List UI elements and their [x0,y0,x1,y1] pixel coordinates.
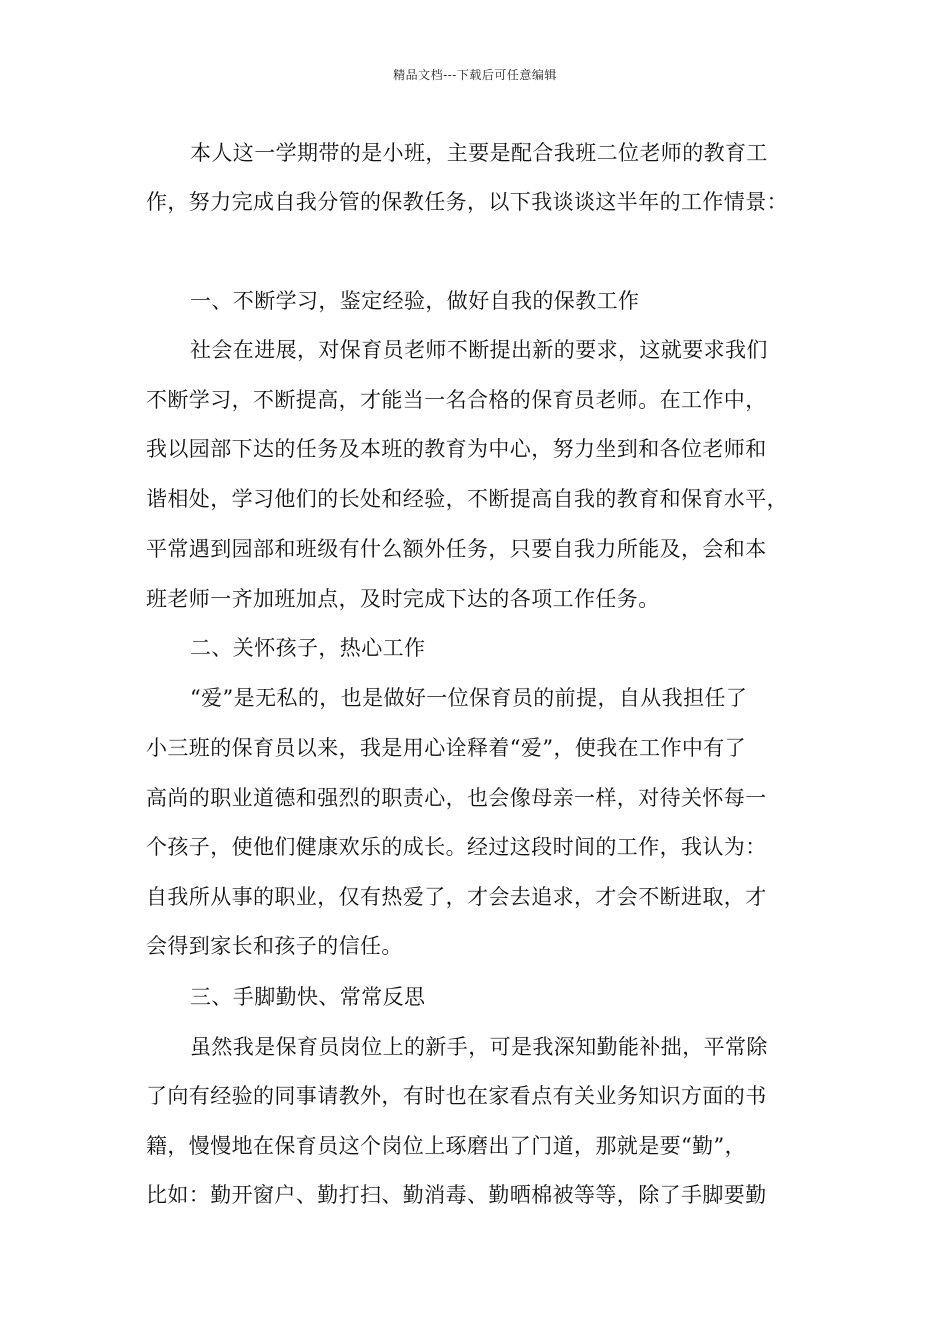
paragraph-line: 会得到家长和孩子的信任。 [146,934,403,958]
paragraph-line: “爱”是无私的，也是做好一位保育员的前提，自从我担任了 [190,686,748,710]
paragraph-line: 平常遇到园部和班级有什么额外任务，只要自我力所能及，会和本 [146,537,767,561]
paragraph-line: 比如：勤开窗户、勤打扫、勤消毒、勤晒棉被等等，除了手脚要勤 [146,1183,767,1207]
paragraph-line: 高尚的职业道德和强烈的职责心，也会像母亲一样，对待关怀每一 [146,786,767,810]
section-heading: 二、关怀孩子，热心工作 [190,636,426,660]
paragraph-line: 不断学习，不断提高，才能当一名合格的保育员老师。在工作中， [146,388,767,412]
paragraph-line: 个孩子，使他们健康欢乐的成长。经过这段时间的工作，我认为： [146,835,767,859]
paragraph-line: 我以园部下达的任务及本班的教育为中心，努力坐到和各位老师和 [146,437,767,461]
paragraph-line: 自我所从事的职业，仅有热爱了，才会去追求，才会不断进取，才 [146,885,767,909]
paragraph-line: 了向有经验的同事请教外，有时也在家看点有关业务知识方面的书 [146,1084,767,1108]
paragraph-line: 社会在进展，对保育员老师不断提出新的要求，这就要求我们 [190,338,768,362]
section-heading: 三、手脚勤快、常常反思 [190,985,426,1009]
paragraph-line: 籍，慢慢地在保育员这个岗位上琢磨出了门道，那就是要“勤”， [146,1134,747,1158]
paragraph-line: 小三班的保育员以来，我是用心诠释着“爱”，使我在工作中有了 [146,736,747,760]
paragraph-line: 班老师一齐加班加点，及时完成下达的各项工作任务。 [146,587,660,611]
paragraph-line: 谐相处，学习他们的长处和经验，不断提高自我的教育和保育水平， [146,487,788,511]
paragraph-line: 虽然我是保育员岗位上的新手，可是我深知勤能补拙，平常除 [190,1035,768,1059]
section-heading: 一、不断学习，鉴定经验，做好自我的保教工作 [190,289,640,313]
paragraph-line: 作，努力完成自我分管的保教任务，以下我谈谈这半年的工作情景： [146,190,788,214]
paragraph-line: 本人这一学期带的是小班，主要是配合我班二位老师的教育工 [190,141,768,165]
page-header: 精品文档---下载后可任意编辑 [393,68,557,82]
